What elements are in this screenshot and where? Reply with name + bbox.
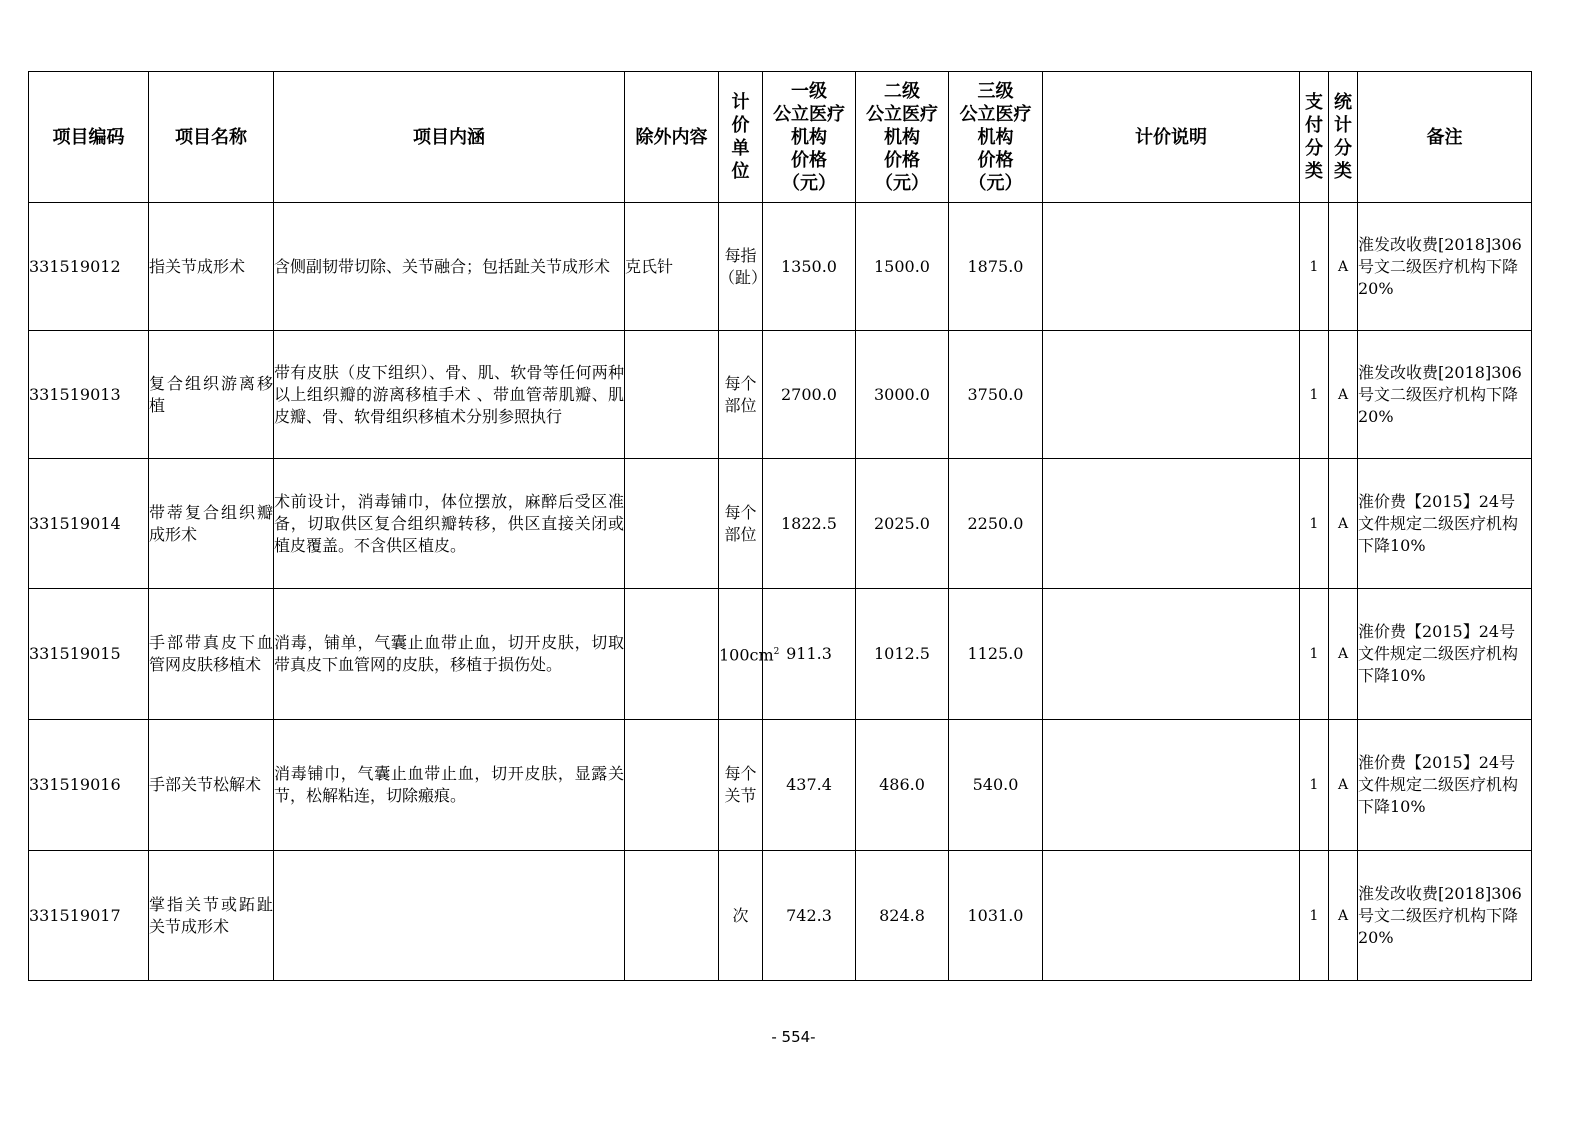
item-pay-category: 1 [1300,459,1329,589]
item-code: 331519013 [29,331,149,459]
item-unit: 每个部位 [719,459,763,589]
item-name: 复合组织游离移植 [149,331,274,459]
item-level3-price: 1031.0 [949,851,1043,981]
item-excluded [625,589,719,720]
item-note: 淮价费【2015】24号文件规定二级医疗机构下降10% [1358,459,1532,589]
item-code: 331519016 [29,720,149,851]
header-pricing-desc: 计价说明 [1043,72,1300,203]
item-level2-price: 2025.0 [856,459,949,589]
header-level1-price: 一级 公立医疗 机构 价格 （元） [763,72,856,203]
item-unit: 次 [719,851,763,981]
item-level2-price: 824.8 [856,851,949,981]
item-name: 手部带真皮下血管网皮肤移植术 [149,589,274,720]
table-row [29,851,1532,981]
item-level3-price: 1875.0 [949,203,1043,331]
item-excluded [625,459,719,589]
item-stat-category: A [1329,459,1358,589]
table-row [29,720,1532,851]
item-name: 带蒂复合组织瓣成形术 [149,459,274,589]
item-unit-base: 100cm [719,645,774,665]
header-excluded: 除外内容 [625,72,719,203]
item-note: 淮价费【2015】24号文件规定二级医疗机构下降10% [1358,589,1532,720]
item-level1-price: 1822.5 [763,459,856,589]
header-stat-category: 统 计 分 类 [1329,72,1358,203]
item-level3-price: 540.0 [949,720,1043,851]
item-content: 带有皮肤（皮下组织）、骨、肌、软骨等任何两种以上组织瓣的游离移植手术 、带血管蒂肌瓣、肌皮瓣、骨、软骨组织移植术分别参照执行 [274,331,625,459]
item-note: 淮价费【2015】24号文件规定二级医疗机构下降10% [1358,720,1532,851]
header-code: 项目编码 [29,72,149,203]
item-pay-category: 1 [1300,851,1329,981]
item-unit [719,589,780,720]
item-level3-price: 3750.0 [949,331,1043,459]
item-stat-category: A [1329,331,1358,459]
item-pricing-desc [1043,589,1300,720]
item-excluded [625,331,719,459]
item-content: 含侧副韧带切除、关节融合；包括趾关节成形术 [274,203,625,331]
item-name: 手部关节松解术 [149,720,274,851]
item-level3-price: 1125.0 [949,589,1043,720]
item-pricing-desc [1043,720,1300,851]
item-code: 331519014 [29,459,149,589]
item-pay-category: 1 [1300,203,1329,331]
table-row [29,331,1532,459]
page-number: - 554- [771,1028,816,1046]
item-stat-category: A [1329,589,1358,720]
item-level2-price: 486.0 [856,720,949,851]
item-note: 淮发改收费[2018]306号文二级医疗机构下降20% [1358,851,1532,981]
item-code: 331519015 [29,589,149,720]
header-row [29,72,1532,203]
item-unit-exponent: 2 [773,647,780,658]
item-stat-category: A [1329,203,1358,331]
table-row [29,589,1532,720]
item-excluded: 克氏针 [625,203,719,331]
item-level1-price: 437.4 [763,720,856,851]
item-level2-price: 1012.5 [856,589,949,720]
item-code: 331519012 [29,203,149,331]
item-pay-category: 1 [1300,331,1329,459]
item-pricing-desc [1043,851,1300,981]
item-note: 淮发改收费[2018]306号文二级医疗机构下降20% [1358,203,1532,331]
header-level2-price: 二级 公立医疗 机构 价格 （元） [856,72,949,203]
item-content: 消毒，铺单，气囊止血带止血，切开皮肤，切取带真皮下血管网的皮肤，移植于损伤处。 [274,589,625,720]
item-note: 淮发改收费[2018]306号文二级医疗机构下降20% [1358,331,1532,459]
table-row [29,203,1532,331]
item-level1-price: 911.3 [763,589,856,720]
item-unit: 每个关节 [719,720,763,851]
item-level1-price: 2700.0 [763,331,856,459]
item-pricing-desc [1043,203,1300,331]
item-pay-category: 1 [1300,720,1329,851]
header-note: 备注 [1358,72,1532,203]
item-content: 消毒铺巾，气囊止血带止血，切开皮肤，显露关节，松解粘连，切除瘢痕。 [274,720,625,851]
table-row [29,459,1532,589]
item-content [274,851,625,981]
price-table [28,71,1532,981]
item-level2-price: 1500.0 [856,203,949,331]
item-code: 331519017 [29,851,149,981]
item-content: 术前设计，消毒铺巾，体位摆放，麻醉后受区准备，切取供区复合组织瓣转移，供区直接关闭或植皮覆盖。不含供区植皮。 [274,459,625,589]
item-unit: 每指（趾） [719,203,763,331]
item-name: 指关节成形术 [149,203,274,331]
item-level1-price: 1350.0 [763,203,856,331]
item-excluded [625,851,719,981]
header-content: 项目内涵 [274,72,625,203]
item-level1-price: 742.3 [763,851,856,981]
item-stat-category: A [1329,851,1358,981]
item-stat-category: A [1329,720,1358,851]
item-pay-category: 1 [1300,589,1329,720]
item-name: 掌指关节或跖趾关节成形术 [149,851,274,981]
header-unit: 计 价 单 位 [719,72,763,203]
item-unit: 每个部位 [719,331,763,459]
item-excluded [625,720,719,851]
header-level3-price: 三级 公立医疗 机构 价格 （元） [949,72,1043,203]
item-level3-price: 2250.0 [949,459,1043,589]
header-pay-category: 支 付 分 类 [1300,72,1329,203]
item-pricing-desc [1043,331,1300,459]
header-name: 项目名称 [149,72,274,203]
item-pricing-desc [1043,459,1300,589]
item-level2-price: 3000.0 [856,331,949,459]
